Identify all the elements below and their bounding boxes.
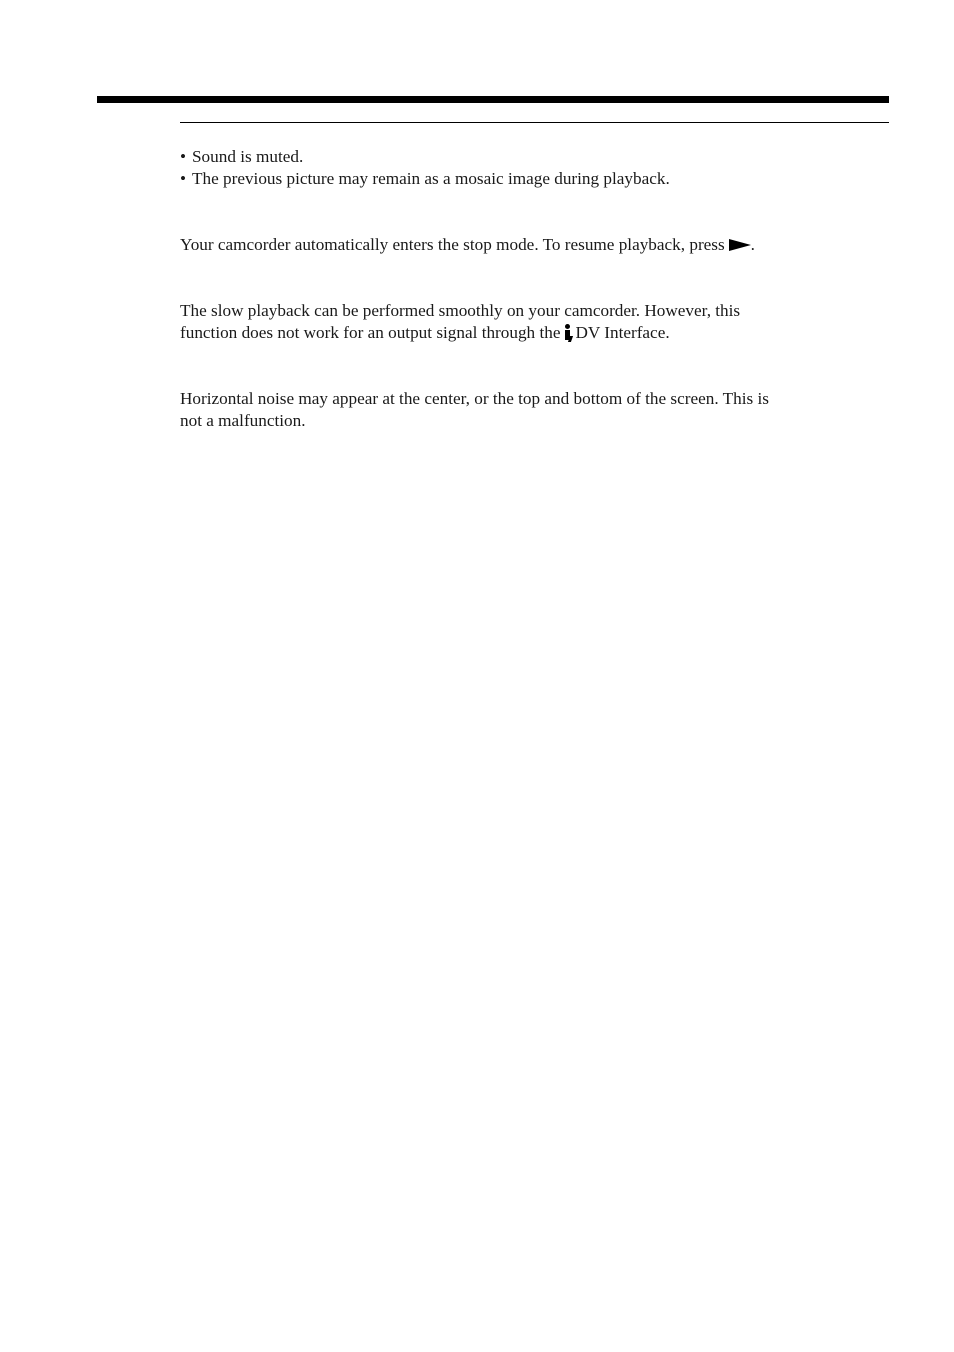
play-icon bbox=[729, 239, 751, 251]
paragraph-end: . bbox=[750, 235, 755, 254]
bullet-list bbox=[180, 146, 880, 190]
bullet-text: Sound is muted. bbox=[192, 147, 304, 166]
paragraph-line-2: function does not work for an output signal through the bbox=[180, 323, 561, 342]
paragraph-text: Your camcorder automatically enters the stop mode. To resume playback, press bbox=[180, 235, 725, 254]
paragraph-slow-playback bbox=[180, 300, 880, 344]
paragraph-stop-mode bbox=[180, 234, 880, 256]
bullet-item-mosaic-image bbox=[180, 168, 880, 190]
paragraph-line-1: The slow playback can be performed smoothly on your camcorder. However, this bbox=[180, 301, 741, 320]
header-rule-thin bbox=[180, 122, 889, 123]
header-rule-thick bbox=[97, 96, 889, 103]
bullet-dot-icon: • bbox=[180, 147, 187, 166]
paragraph-line-2-end: DV Interface. bbox=[575, 323, 670, 342]
bullet-text: The previous picture may remain as a mosaic image during playback. bbox=[192, 169, 670, 188]
notes-content bbox=[180, 146, 880, 432]
i-link-dv-icon bbox=[564, 324, 572, 340]
bullet-item-sound-muted bbox=[180, 146, 880, 168]
paragraph-horizontal-noise bbox=[180, 388, 880, 432]
paragraph-line-2: not a malfunction. bbox=[180, 411, 306, 430]
paragraph-line-1: Horizontal noise may appear at the center, or the top and bottom of the screen. This is bbox=[180, 389, 769, 408]
bullet-dot-icon: • bbox=[180, 169, 187, 188]
